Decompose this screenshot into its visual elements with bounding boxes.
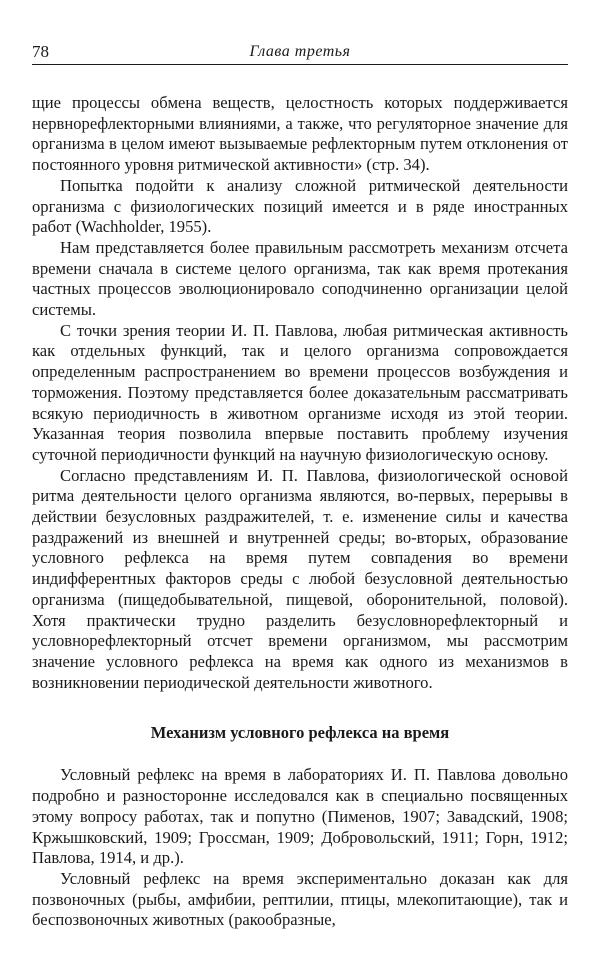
section-heading: Механизм условного рефлекса на время	[150, 723, 450, 743]
paragraph: Согласно представлениям И. П. Павлова, физиологической основой ритма деятельности целого организма являются, во-первых, перерывы в действии безусловных раздражителей, т. е. изменение силы и качества раздражений из внешней и внутренней среды; во-вторых, образование условного рефлекса на время путем совпадения во времени индифферентных факторов среды с любой безусловной деятельностью организма (пищедобывательной, пищевой, оборонительной, половой). Хотя практически трудно разделить безусловнорефлекторный и условнорефлекторный отсчет времени организмом, мы рассмотрим значение условного рефлекса на время как одного из механизмов в возникновении периодической деятельности животного.	[32, 465, 568, 692]
running-title: Глава третья	[249, 43, 351, 60]
page-header	[32, 40, 568, 65]
paragraph: Нам представляется более правильным рассмотреть механизм отсчета времени сначала в системе целого организма, так как время протекания частных процессов эволюционировало соподчиненно организации целой системы.	[32, 237, 568, 320]
paragraph: Попытка подойти к анализу сложной ритмической деятельности организма с физиологических позиций имеется и в ряде иностранных работ (Wachholder, 1955).	[32, 175, 568, 237]
book-page	[32, 40, 568, 931]
paragraph: С точки зрения теории И. П. Павлова, любая ритмическая активность как отдельных функций, так и целого организма сопровождается определенным распространением во времени процессов возбуждения и торможения. Поэтому представляется более доказательным рассматривать всякую периодичность в животном организме исходя из этой теории. Указанная теория позволила впервые поставить проблему изучения суточной периодичности функций на научную физиологическую основу.	[32, 320, 568, 464]
paragraph: Условный рефлекс на время экспериментально доказан как для позвоночных (рыбы, амфибии, рептилии, птицы, млекопитающие), так и беспозвоночных животных (ракообразные,	[32, 868, 568, 930]
page-number: 78	[32, 42, 49, 61]
paragraph: Условный рефлекс на время в лабораториях И. П. Павлова довольно подробно и разносторонне исследовался как в специально посвященных этому вопросу работах, так и попутно (Пименов, 1907; Завадский, 1908; Кржышковский, 1909; Гроссман, 1909; Добровольский, 1911; Горн, 1912; Павлова, 1914, и др.).	[32, 765, 568, 868]
body-text	[32, 93, 568, 931]
paragraph-continuation: щие процессы обмена веществ, целостность которых поддерживается нервнорефлекторными влияниями, а также, что регуляторное значение для организма в целом имеют вызываемые рефлекторным путем отклонения от постоянного уровня ритмической активности» (стр. 34).	[32, 93, 568, 175]
